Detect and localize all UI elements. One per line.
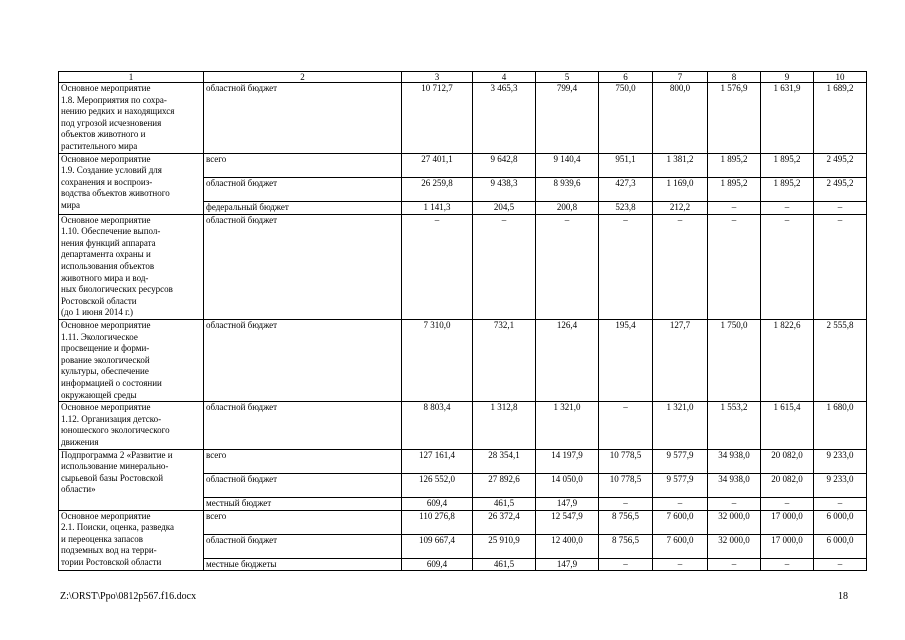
amount-cell: 126,4	[536, 319, 599, 401]
amount-cell: 461,5	[473, 497, 536, 510]
measure-name-cell	[59, 449, 204, 510]
amount-cell: 17 000,0	[761, 510, 814, 534]
amount-cell: 110 276,8	[402, 510, 473, 534]
table-row	[59, 402, 867, 449]
measure-name-cell	[59, 153, 204, 214]
amount-cell: 1 321,0	[536, 402, 599, 449]
amount-cell: 126 552,0	[402, 473, 473, 497]
measure-name-line: нению редких и находящихся	[61, 106, 175, 117]
column-header: 9	[761, 72, 814, 83]
amount-cell: 6 000,0	[814, 510, 867, 534]
measure-name-line: Ростовской области	[61, 295, 137, 306]
column-header: 2	[204, 72, 402, 83]
amount-cell: 200,8	[536, 201, 599, 214]
amount-cell: 195,4	[599, 319, 653, 401]
amount-cell: 1 615,4	[761, 402, 814, 449]
amount-cell: 26 259,8	[402, 177, 473, 201]
amount-cell: 109 667,4	[402, 534, 473, 558]
measure-name-line: 1.10. Обеспечение выпол-	[61, 226, 161, 237]
amount-cell: 2 555,8	[814, 319, 867, 401]
funding-source-cell: федеральный бюджет	[204, 201, 402, 214]
table-row	[59, 449, 867, 473]
measure-name-line: 1.11. Экологическое	[61, 331, 138, 342]
measure-name-line: Основное мероприятие	[61, 153, 151, 164]
amount-cell: 127,7	[653, 319, 708, 401]
amount-cell: –	[402, 214, 473, 319]
funding-source-cell: областной бюджет	[204, 83, 402, 154]
amount-cell: –	[599, 558, 653, 571]
amount-cell: 1 750,0	[708, 319, 761, 401]
amount-cell: –	[814, 497, 867, 510]
measure-name-line: Основное мероприятие	[61, 319, 151, 330]
measure-name-line: 1.12. Организация детско-	[61, 413, 162, 424]
amount-cell: 12 547,9	[536, 510, 599, 534]
measure-name-line: области»	[61, 484, 96, 495]
amount-cell: 8 939,6	[536, 177, 599, 201]
table-row	[59, 83, 867, 154]
amount-cell: –	[708, 558, 761, 571]
measure-name-line: 1.8. Мероприятия по сохра-	[61, 94, 167, 105]
measure-name-line: Основное мероприятие	[61, 83, 151, 93]
amount-cell: 1 895,2	[761, 177, 814, 201]
amount-cell: 27 892,6	[473, 473, 536, 497]
table-body	[59, 72, 867, 571]
column-header: 1	[59, 72, 204, 83]
amount-cell: 1 895,2	[708, 177, 761, 201]
amount-cell: 204,5	[473, 201, 536, 214]
column-header: 10	[814, 72, 867, 83]
measure-name-line: и переоценка запасов	[61, 533, 143, 544]
table-row	[59, 153, 867, 177]
measure-name-line: использование минерально-	[61, 461, 169, 472]
amount-cell: 34 938,0	[708, 473, 761, 497]
measure-name-line: использования объектов	[61, 260, 155, 271]
amount-cell: –	[708, 214, 761, 319]
funding-source-cell: областной бюджет	[204, 473, 402, 497]
amount-cell: 26 372,4	[473, 510, 536, 534]
measure-name-line: 2.1. Поиски, оценка, разведка	[61, 522, 175, 533]
amount-cell: 1 381,2	[653, 153, 708, 177]
funding-source-cell: областной бюджет	[204, 214, 402, 319]
column-header: 8	[708, 72, 761, 83]
amount-cell: 7 310,0	[402, 319, 473, 401]
amount-cell: –	[708, 497, 761, 510]
amount-cell: 20 082,0	[761, 473, 814, 497]
column-header: 4	[473, 72, 536, 83]
amount-cell: 7 600,0	[653, 510, 708, 534]
amount-cell: 1 689,2	[814, 83, 867, 154]
measure-name-line: Основное мероприятие	[61, 510, 151, 521]
amount-cell: 9 438,3	[473, 177, 536, 201]
amount-cell: –	[653, 497, 708, 510]
measure-name-line: Подпрограмма 2 «Развитие и	[61, 449, 173, 460]
amount-cell: 427,3	[599, 177, 653, 201]
amount-cell: –	[599, 497, 653, 510]
measure-name-line: мира	[61, 199, 81, 210]
measure-name-line: Основное мероприятие	[61, 402, 151, 413]
amount-cell: 147,9	[536, 497, 599, 510]
column-header: 3	[402, 72, 473, 83]
measure-name-line: департамента охраны и	[61, 249, 151, 260]
amount-cell: 9 233,0	[814, 449, 867, 473]
amount-cell: 28 354,1	[473, 449, 536, 473]
amount-cell: 750,0	[599, 83, 653, 154]
amount-cell: 1 576,9	[708, 83, 761, 154]
amount-cell: –	[761, 497, 814, 510]
amount-cell: 127 161,4	[402, 449, 473, 473]
amount-cell: 1 895,2	[708, 153, 761, 177]
amount-cell: 1 321,0	[653, 402, 708, 449]
amount-cell: 1 680,0	[814, 402, 867, 449]
measure-name-line: культуры, обеспечение	[61, 366, 149, 377]
amount-cell: 1 169,0	[653, 177, 708, 201]
amount-cell: 34 938,0	[708, 449, 761, 473]
amount-cell: 147,9	[536, 558, 599, 571]
amount-cell: –	[536, 214, 599, 319]
amount-cell: 9 577,9	[653, 473, 708, 497]
amount-cell: –	[761, 201, 814, 214]
amount-cell: 27 401,1	[402, 153, 473, 177]
measure-name-line: 1.9. Создание условий для	[61, 165, 162, 176]
measure-name-line: растительного мира	[61, 140, 138, 151]
amount-cell: 12 400,0	[536, 534, 599, 558]
column-header: 6	[599, 72, 653, 83]
measure-name-line: сырьевой базы Ростовской	[61, 472, 164, 483]
amount-cell: 1 895,2	[761, 153, 814, 177]
measure-name-line: юношеского экологического	[61, 425, 170, 436]
measure-name-line: животного мира и вод-	[61, 272, 149, 283]
page-number: 18	[838, 591, 848, 602]
amount-cell: 212,2	[653, 201, 708, 214]
amount-cell: 8 756,5	[599, 534, 653, 558]
amount-cell: –	[599, 402, 653, 449]
funding-source-cell: всего	[204, 449, 402, 473]
header-row	[59, 72, 867, 83]
amount-cell: –	[761, 558, 814, 571]
amount-cell: –	[599, 214, 653, 319]
amount-cell: 800,0	[653, 83, 708, 154]
amount-cell: 9 140,4	[536, 153, 599, 177]
budget-table	[58, 71, 867, 571]
funding-source-cell: всего	[204, 153, 402, 177]
amount-cell: 9 577,9	[653, 449, 708, 473]
amount-cell: 1 141,3	[402, 201, 473, 214]
measure-name-line: движения	[61, 436, 99, 447]
funding-source-cell: областной бюджет	[204, 177, 402, 201]
amount-cell: 609,4	[402, 497, 473, 510]
measure-name-line: сохранения и воспроиз-	[61, 176, 153, 187]
column-header: 7	[653, 72, 708, 83]
amount-cell: 8 803,4	[402, 402, 473, 449]
measure-name-line: Основное мероприятие	[61, 214, 151, 225]
amount-cell: 8 756,5	[599, 510, 653, 534]
amount-cell: –	[653, 214, 708, 319]
amount-cell: –	[814, 558, 867, 571]
amount-cell: 732,1	[473, 319, 536, 401]
funding-source-cell: местный бюджет	[204, 497, 402, 510]
measure-name-line: под угрозой исчезновения	[61, 117, 162, 128]
funding-source-cell: областной бюджет	[204, 319, 402, 401]
measure-name-line: нения функций аппарата	[61, 237, 156, 248]
amount-cell: –	[473, 214, 536, 319]
amount-cell: 25 910,9	[473, 534, 536, 558]
amount-cell: 32 000,0	[708, 510, 761, 534]
amount-cell: 7 600,0	[653, 534, 708, 558]
measure-name-cell	[59, 214, 204, 319]
funding-source-cell: областной бюджет	[204, 402, 402, 449]
amount-cell: 14 050,0	[536, 473, 599, 497]
amount-cell: 951,1	[599, 153, 653, 177]
measure-name-line: подземных вод на терри-	[61, 545, 157, 556]
amount-cell: –	[653, 558, 708, 571]
funding-source-cell: местные бюджеты	[204, 558, 402, 571]
amount-cell: 6 000,0	[814, 534, 867, 558]
file-path: Z:\ORST\Ppo\0812p567.f16.docx	[60, 591, 197, 602]
amount-cell: 9 233,0	[814, 473, 867, 497]
amount-cell: 3 465,3	[473, 83, 536, 154]
measure-name-cell	[59, 319, 204, 401]
table-row	[59, 319, 867, 401]
measure-name-line: (до 1 июня 2014 г.)	[61, 307, 133, 318]
column-header: 5	[536, 72, 599, 83]
amount-cell: 10 712,7	[402, 83, 473, 154]
amount-cell: 10 778,5	[599, 449, 653, 473]
measure-name-cell	[59, 402, 204, 449]
funding-source-cell: областной бюджет	[204, 534, 402, 558]
amount-cell: –	[814, 214, 867, 319]
amount-cell: 1 312,8	[473, 402, 536, 449]
amount-cell: 609,4	[402, 558, 473, 571]
measure-name-line: объектов животного и	[61, 129, 146, 140]
measure-name-line: просвещение и форми-	[61, 343, 150, 354]
amount-cell: 14 197,9	[536, 449, 599, 473]
amount-cell: 2 495,2	[814, 177, 867, 201]
table-row	[59, 510, 867, 534]
measure-name-line: водства объектов животного	[61, 188, 170, 199]
measure-name-line: ных биологических ресурсов	[61, 284, 173, 295]
amount-cell: 461,5	[473, 558, 536, 571]
amount-cell: 9 642,8	[473, 153, 536, 177]
measure-name-line: окружающей среды	[61, 389, 137, 400]
amount-cell: 10 778,5	[599, 473, 653, 497]
amount-cell: 20 082,0	[761, 449, 814, 473]
table-row	[59, 214, 867, 319]
measure-name-line: рование экологической	[61, 354, 150, 365]
amount-cell: 523,8	[599, 201, 653, 214]
amount-cell: 799,4	[536, 83, 599, 154]
amount-cell: –	[761, 214, 814, 319]
measure-name-line: информацией о состоянии	[61, 377, 162, 388]
measure-name-cell	[59, 83, 204, 154]
amount-cell: 17 000,0	[761, 534, 814, 558]
amount-cell: 1 822,6	[761, 319, 814, 401]
amount-cell: 2 495,2	[814, 153, 867, 177]
amount-cell: –	[814, 201, 867, 214]
funding-source-cell: всего	[204, 510, 402, 534]
measure-name-cell	[59, 510, 204, 571]
amount-cell: 32 000,0	[708, 534, 761, 558]
amount-cell: 1 553,2	[708, 402, 761, 449]
amount-cell: –	[708, 201, 761, 214]
measure-name-line: тории Ростовской области	[61, 556, 162, 567]
amount-cell: 1 631,9	[761, 83, 814, 154]
